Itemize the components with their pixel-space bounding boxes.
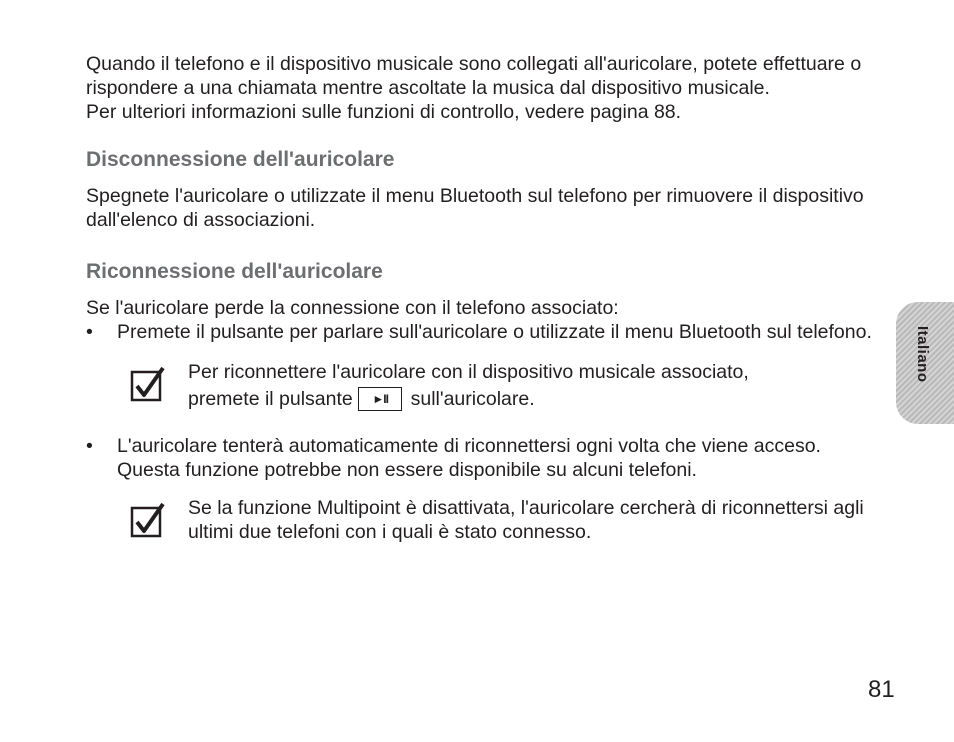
bullet-item-2 (86, 434, 886, 482)
bullet-icon: • (86, 321, 93, 343)
disconnect-text: Spegnete l'auricolare o utilizzate il menu Bluetooth sul telefono per rimuovere il dispositivo dall'elenco di associazioni. (86, 185, 864, 231)
checkbox-check-icon (130, 502, 166, 538)
note-1-line-1: Per riconnettere l'auricolare con il dispositivo musicale associato, (188, 361, 749, 383)
note-1-before-button: premete il pulsante (188, 388, 353, 410)
bullet-text-1: Premete il pulsante per parlare sull'auricolare o utilizzate il menu Bluetooth sul telefono. (117, 321, 872, 343)
note-1-after-button: sull'auricolare. (410, 388, 535, 410)
intro-paragraph-2: Per ulteriori informazioni sulle funzioni di controllo, vedere pagina 88. (86, 101, 682, 123)
language-tab-label: Italiano (914, 326, 931, 383)
intro-section (86, 52, 886, 124)
note-2 (86, 496, 886, 544)
disconnect-heading: Disconnessione dell'auricolare (86, 148, 395, 171)
bullet-item-1 (86, 320, 886, 344)
play-pause-button-icon: ►II (358, 387, 402, 411)
bullet-icon: • (86, 435, 93, 457)
intro-paragraph-1: Quando il telefono e il dispositivo musicale sono collegati all'auricolare, potete effettuare o rispondere a una chiamata mentre ascoltate la musica dal dispositivo musicale. (86, 53, 862, 99)
language-side-tab (896, 302, 954, 424)
checkbox-check-icon (130, 366, 166, 402)
page-number: 81 (868, 676, 895, 703)
note-1-line-2 (188, 384, 886, 414)
note-1 (86, 360, 886, 414)
bullet-text-2: L'auricolare tenterà automaticamente di riconnettersi ogni volta che viene acceso. Questa funzione potrebbe non essere disponibile su alcuni telefoni. (117, 435, 821, 481)
note-2-text: Se la funzione Multipoint è disattivata, l'auricolare cercherà di riconnettersi agli ultimi due telefoni con i quali è stato connesso. (188, 497, 864, 543)
page-content (86, 52, 886, 544)
reconnect-heading: Riconnessione dell'auricolare (86, 260, 383, 283)
reconnect-intro: Se l'auricolare perde la connessione con il telefono associato: (86, 297, 619, 319)
